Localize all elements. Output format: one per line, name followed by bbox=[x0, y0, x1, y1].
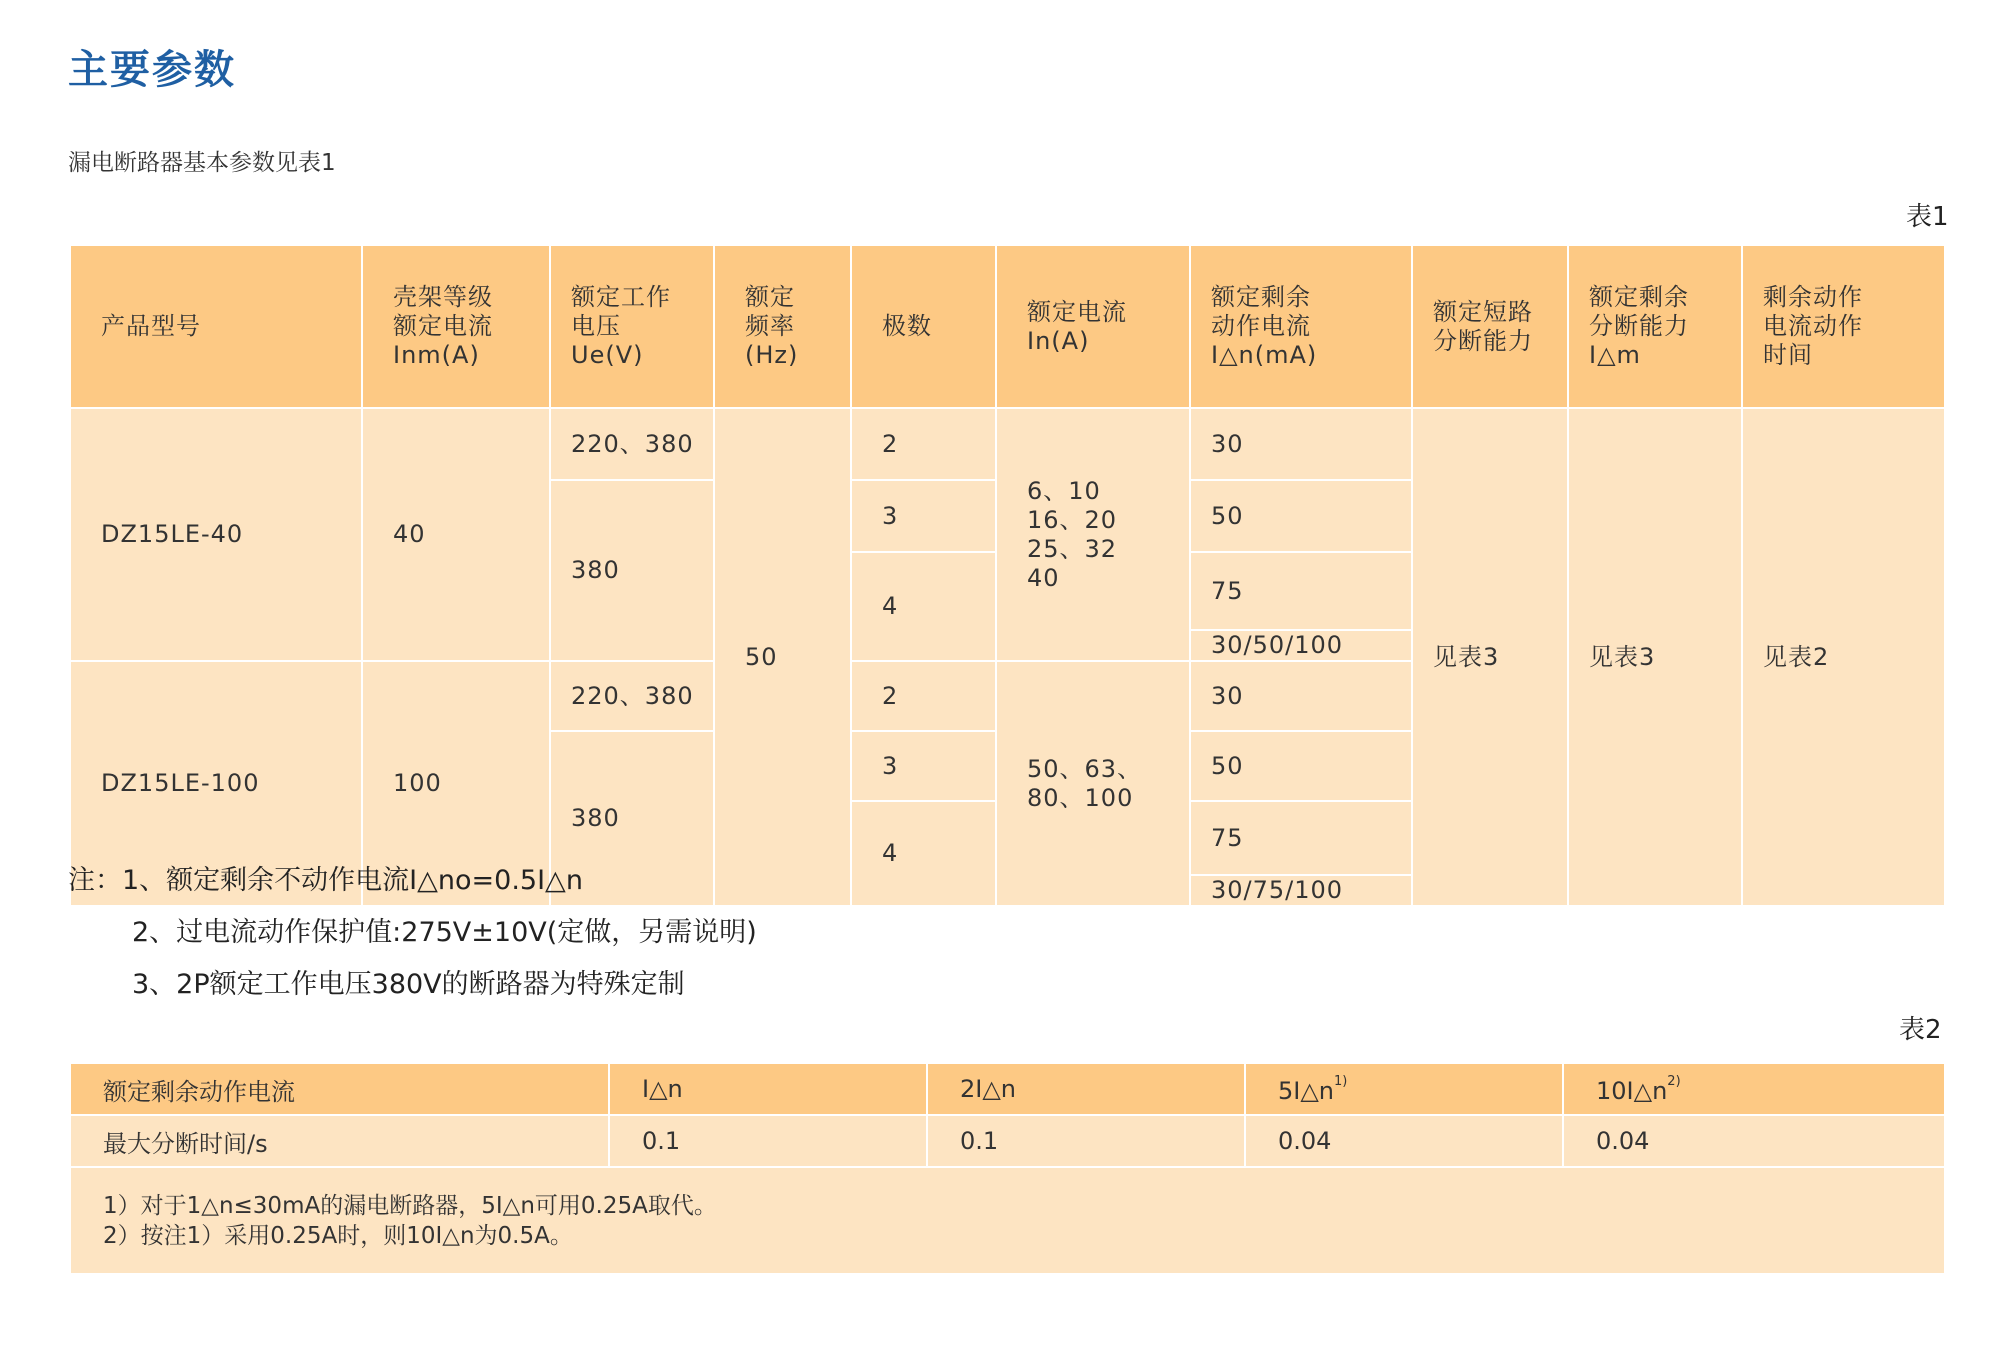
table-row bbox=[70, 1115, 1945, 1167]
section-title: 主要参数 bbox=[68, 47, 236, 93]
footnote-1: 1）对于1△n≤30mA的漏电断路器，5I△n可用0.25A取代。 bbox=[103, 1192, 717, 1219]
trip-time-cell: 见表2 bbox=[1742, 408, 1945, 906]
parameters-table bbox=[69, 244, 1946, 907]
frame-cell: 40 bbox=[362, 408, 550, 661]
trip-time-table bbox=[69, 1062, 1946, 1275]
note-1: 注：1、额定剩余不动作电流I△no=0.5I△n bbox=[68, 865, 583, 896]
residual-current-cell: 50 bbox=[1190, 480, 1412, 552]
residual-current-cell: 30 bbox=[1190, 408, 1412, 480]
table2-cell: 0.04 bbox=[1563, 1115, 1945, 1167]
residual-current-cell: 75 bbox=[1190, 801, 1412, 875]
rated-current-cell: 6、10 16、20 25、32 40 bbox=[996, 408, 1190, 661]
table2-cell: 0.1 bbox=[609, 1115, 927, 1167]
frame-cell: 100 bbox=[362, 661, 550, 906]
residual-current-cell: 75 bbox=[1190, 552, 1412, 630]
table2-cell: 0.1 bbox=[927, 1115, 1245, 1167]
residual-breaking-cell: 见表3 bbox=[1568, 408, 1742, 906]
poles-cell: 2 bbox=[851, 408, 996, 480]
residual-current-cell: 30/50/100 bbox=[1190, 630, 1412, 661]
poles-cell: 4 bbox=[851, 552, 996, 661]
table1-label: 表1 bbox=[1906, 202, 1949, 232]
header-trip-time: 剩余动作 电流动作 时间 bbox=[1742, 245, 1945, 408]
table2-header-c3: $5I\triangle n^{1)}$ bbox=[1245, 1063, 1563, 1115]
table2-label: 表2 bbox=[1899, 1015, 1942, 1045]
poles-cell: 4 bbox=[851, 801, 996, 906]
table2-footnotes bbox=[70, 1167, 1945, 1274]
voltage-cell: 220、380 bbox=[550, 408, 714, 480]
table2-row-label: 最大分断时间/s bbox=[70, 1115, 609, 1167]
voltage-cell: 380 bbox=[550, 480, 714, 661]
header-residual-current: 额定剩余 动作电流 I△n(mA) bbox=[1190, 245, 1412, 408]
residual-current-cell: 50 bbox=[1190, 731, 1412, 801]
table2-header-c1: I△n bbox=[609, 1063, 927, 1115]
footnote-2: 2）按注1）采用0.25A时，则10I△n为0.5A。 bbox=[103, 1222, 573, 1249]
voltage-cell: 380 bbox=[550, 731, 714, 906]
notes bbox=[68, 864, 757, 1020]
table2-header-c4: $10I\triangle n^{2)}$ bbox=[1563, 1063, 1945, 1115]
header-frame-current: 壳架等级 额定电流 Inm(A) bbox=[362, 245, 550, 408]
frequency-cell: 50 bbox=[714, 408, 851, 906]
table2-header-row bbox=[70, 1063, 1945, 1115]
poles-cell: 3 bbox=[851, 731, 996, 801]
table-row bbox=[70, 408, 1945, 480]
header-rated-current: 额定电流 In(A) bbox=[996, 245, 1190, 408]
header-frequency: 额定 频率 (Hz) bbox=[714, 245, 851, 408]
model-cell: DZ15LE-100 bbox=[70, 661, 362, 906]
intro-text: 漏电断路器基本参数见表1 bbox=[68, 150, 336, 176]
header-rated-voltage: 额定工作 电压 Ue(V) bbox=[550, 245, 714, 408]
header-poles: 极数 bbox=[851, 245, 996, 408]
footnotes-cell bbox=[70, 1167, 1945, 1274]
header-short-circuit-capacity: 额定短路 分断能力 bbox=[1412, 245, 1568, 408]
table2-header-c2: 2I△n bbox=[927, 1063, 1245, 1115]
poles-cell: 2 bbox=[851, 661, 996, 731]
residual-current-cell: 30 bbox=[1190, 661, 1412, 731]
note-3: 3、2P额定工作电压380V的断路器为特殊定制 bbox=[132, 969, 685, 1000]
table2-cell: 0.04 bbox=[1245, 1115, 1563, 1167]
model-cell: DZ15LE-40 bbox=[70, 408, 362, 661]
table2-header-label: 额定剩余动作电流 bbox=[70, 1063, 609, 1115]
rated-current-cell: 50、63、 80、100 bbox=[996, 661, 1190, 906]
header-residual-breaking-capacity: 额定剩余 分断能力 I△m bbox=[1568, 245, 1742, 408]
poles-cell: 3 bbox=[851, 480, 996, 552]
residual-current-cell: 30/75/100 bbox=[1190, 875, 1412, 906]
note-2: 2、过电流动作保护值:275V±10V(定做，另需说明) bbox=[132, 917, 757, 948]
table1-header-row bbox=[70, 245, 1945, 408]
voltage-cell: 220、380 bbox=[550, 661, 714, 731]
header-model: 产品型号 bbox=[70, 245, 362, 408]
short-circuit-cell: 见表3 bbox=[1412, 408, 1568, 906]
